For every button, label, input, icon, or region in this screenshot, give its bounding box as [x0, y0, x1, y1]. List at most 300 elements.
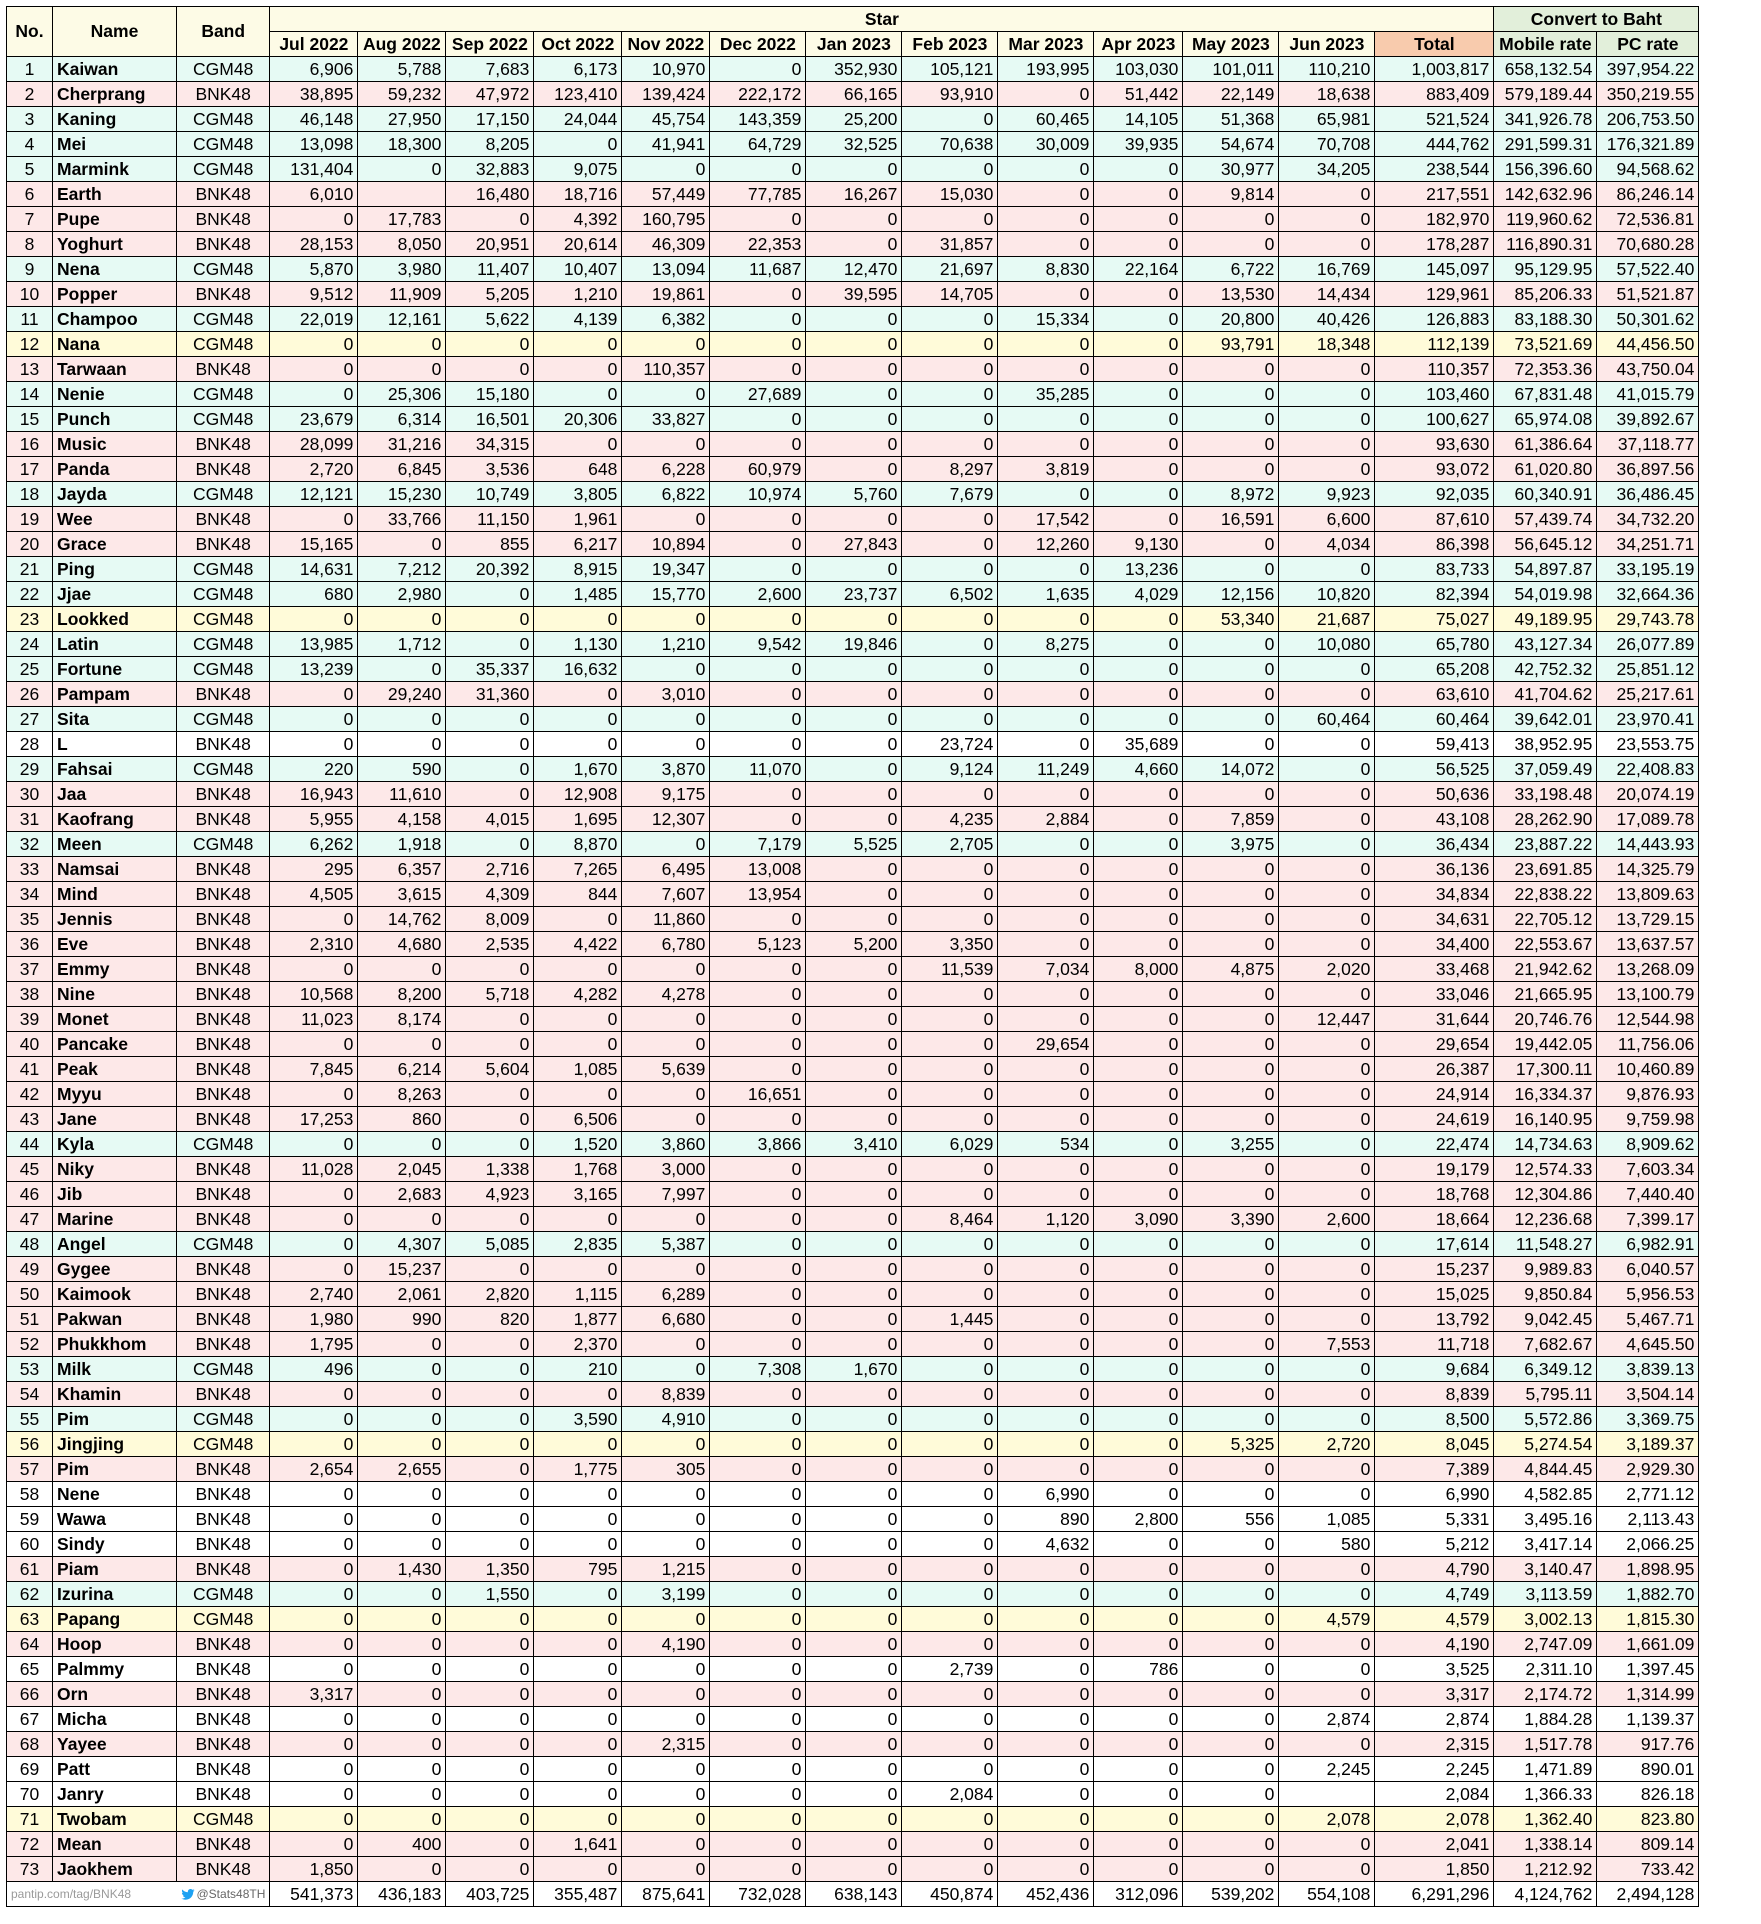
monthly-stars: 786 — [1094, 1657, 1183, 1682]
monthly-stars: 3,975 — [1183, 832, 1279, 857]
monthly-stars: 0 — [998, 1432, 1094, 1457]
band-name: CGM48 — [177, 157, 270, 182]
total-stars: 17,614 — [1375, 1232, 1494, 1257]
monthly-stars: 0 — [710, 657, 806, 682]
monthly-stars: 0 — [270, 1407, 358, 1432]
monthly-stars: 1,695 — [534, 807, 622, 832]
monthly-stars: 4,875 — [1183, 957, 1279, 982]
monthly-stars: 0 — [1279, 1357, 1375, 1382]
monthly-stars: 0 — [1279, 757, 1375, 782]
mobile-rate-baht: 3,417.14 — [1494, 1532, 1597, 1557]
pc-rate-baht: 43,750.04 — [1597, 357, 1699, 382]
pc-rate-baht: 13,809.63 — [1597, 882, 1699, 907]
monthly-stars: 0 — [1183, 657, 1279, 682]
monthly-stars: 0 — [806, 157, 902, 182]
table-row — [7, 832, 1699, 857]
monthly-stars: 2,720 — [1279, 1432, 1375, 1457]
monthly-stars: 17,150 — [446, 107, 534, 132]
monthly-stars: 0 — [902, 1057, 998, 1082]
monthly-stars: 0 — [1183, 207, 1279, 232]
monthly-stars: 0 — [1279, 557, 1375, 582]
monthly-stars: 2,739 — [902, 1657, 998, 1682]
monthly-stars: 0 — [710, 407, 806, 432]
monthly-stars: 2,310 — [270, 932, 358, 957]
monthly-stars: 3,000 — [622, 1157, 710, 1182]
monthly-stars: 0 — [998, 407, 1094, 432]
table-row — [7, 1607, 1699, 1632]
rank-number: 58 — [7, 1482, 53, 1507]
mobile-rate-baht: 65,974.08 — [1494, 407, 1597, 432]
monthly-stars: 4,235 — [902, 807, 998, 832]
rank-number: 44 — [7, 1132, 53, 1157]
monthly-stars: 860 — [358, 1107, 446, 1132]
member-name: Angel — [53, 1232, 177, 1257]
monthly-stars: 32,525 — [806, 132, 902, 157]
monthly-stars: 0 — [446, 1257, 534, 1282]
pc-rate-baht: 1,314.99 — [1597, 1682, 1699, 1707]
monthly-stars: 0 — [1094, 1782, 1183, 1807]
monthly-stars: 0 — [446, 632, 534, 657]
member-name: Palmmy — [53, 1657, 177, 1682]
monthly-stars: 22,353 — [710, 232, 806, 257]
rank-number: 65 — [7, 1657, 53, 1682]
rank-number: 68 — [7, 1732, 53, 1757]
band-name: BNK48 — [177, 1782, 270, 1807]
monthly-stars: 0 — [1279, 932, 1375, 957]
monthly-stars: 0 — [534, 1082, 622, 1107]
member-name: Cherprang — [53, 82, 177, 107]
monthly-stars: 0 — [446, 1132, 534, 1157]
monthly-stars: 0 — [270, 1232, 358, 1257]
table-row — [7, 1857, 1699, 1882]
monthly-stars: 0 — [710, 782, 806, 807]
pc-rate-baht: 9,876.93 — [1597, 1082, 1699, 1107]
table-row — [7, 157, 1699, 182]
monthly-stars: 5,639 — [622, 1057, 710, 1082]
monthly-stars: 0 — [806, 407, 902, 432]
monthly-stars: 0 — [806, 357, 902, 382]
monthly-stars: 6,845 — [358, 457, 446, 482]
monthly-stars: 0 — [806, 757, 902, 782]
table-row — [7, 482, 1699, 507]
total-stars: 110,357 — [1375, 357, 1494, 382]
monthly-stars: 0 — [902, 1632, 998, 1657]
monthly-stars: 0 — [902, 1257, 998, 1282]
monthly-stars: 0 — [534, 1732, 622, 1757]
pc-rate-baht: 826.18 — [1597, 1782, 1699, 1807]
monthly-stars: 0 — [446, 357, 534, 382]
monthly-stars: 0 — [270, 507, 358, 532]
total-stars: 31,644 — [1375, 1007, 1494, 1032]
monthly-stars: 0 — [1094, 1032, 1183, 1057]
monthly-stars: 0 — [622, 1207, 710, 1232]
monthly-stars: 0 — [534, 382, 622, 407]
table-row — [7, 1707, 1699, 1732]
band-name: BNK48 — [177, 1657, 270, 1682]
monthly-stars: 101,011 — [1183, 57, 1279, 82]
monthly-stars: 0 — [998, 1307, 1094, 1332]
monthly-stars: 0 — [806, 1207, 902, 1232]
band-name: CGM48 — [177, 482, 270, 507]
monthly-stars: 0 — [902, 1157, 998, 1182]
monthly-stars: 0 — [358, 1657, 446, 1682]
monthly-stars: 0 — [998, 1607, 1094, 1632]
monthly-stars: 0 — [358, 1207, 446, 1232]
twitter-credit[interactable] — [177, 1882, 270, 1907]
monthly-stars: 7,179 — [710, 832, 806, 857]
monthly-stars: 18,348 — [1279, 332, 1375, 357]
pc-rate-baht: 50,301.62 — [1597, 307, 1699, 332]
monthly-stars: 11,860 — [622, 907, 710, 932]
monthly-stars: 0 — [806, 507, 902, 532]
mobile-rate-baht: 38,952.95 — [1494, 732, 1597, 757]
monthly-stars: 9,130 — [1094, 532, 1183, 557]
mobile-rate-baht: 119,960.62 — [1494, 207, 1597, 232]
pc-rate-baht: 3,369.75 — [1597, 1407, 1699, 1432]
monthly-stars: 0 — [998, 1407, 1094, 1432]
monthly-stars: 9,075 — [534, 157, 622, 182]
header-month: Jan 2023 — [806, 32, 902, 57]
member-name: Music — [53, 432, 177, 457]
monthly-stars: 0 — [710, 1457, 806, 1482]
monthly-stars: 0 — [622, 1082, 710, 1107]
mobile-rate-baht: 41,704.62 — [1494, 682, 1597, 707]
table-row — [7, 557, 1699, 582]
monthly-stars: 10,974 — [710, 482, 806, 507]
monthly-stars: 0 — [446, 332, 534, 357]
monthly-stars: 0 — [1094, 232, 1183, 257]
monthly-stars: 5,622 — [446, 307, 534, 332]
monthly-stars: 0 — [1279, 457, 1375, 482]
monthly-stars: 0 — [806, 782, 902, 807]
monthly-stars: 21,687 — [1279, 607, 1375, 632]
band-name: BNK48 — [177, 1482, 270, 1507]
pc-rate-baht: 9,759.98 — [1597, 1107, 1699, 1132]
monthly-stars: 1,115 — [534, 1282, 622, 1307]
monthly-stars: 93,910 — [902, 82, 998, 107]
pc-rate-baht: 6,982.91 — [1597, 1232, 1699, 1257]
monthly-stars: 680 — [270, 582, 358, 607]
rank-number: 33 — [7, 857, 53, 882]
mobile-rate-baht: 19,442.05 — [1494, 1032, 1597, 1057]
monthly-stars: 17,783 — [358, 207, 446, 232]
monthly-stars: 0 — [358, 1607, 446, 1632]
table-row — [7, 307, 1699, 332]
header-month: Nov 2022 — [622, 32, 710, 57]
monthly-stars: 0 — [358, 157, 446, 182]
monthly-stars: 9,814 — [1183, 182, 1279, 207]
rank-number: 72 — [7, 1832, 53, 1857]
source-link[interactable]: pantip.com/tag/BNK48 — [7, 1882, 177, 1907]
monthly-stars: 4,309 — [446, 882, 534, 907]
monthly-stars: 0 — [534, 1757, 622, 1782]
monthly-stars: 6,314 — [358, 407, 446, 432]
month-total: 541,373 — [270, 1882, 358, 1907]
mobile-rate-baht: 12,574.33 — [1494, 1157, 1597, 1182]
monthly-stars: 795 — [534, 1557, 622, 1582]
monthly-stars: 0 — [446, 757, 534, 782]
monthly-stars: 0 — [1279, 1657, 1375, 1682]
monthly-stars: 0 — [446, 1732, 534, 1757]
monthly-stars: 0 — [806, 1632, 902, 1657]
monthly-stars: 0 — [902, 1532, 998, 1557]
rank-number: 56 — [7, 1432, 53, 1457]
monthly-stars: 0 — [358, 607, 446, 632]
total-stars: 18,664 — [1375, 1207, 1494, 1232]
pc-rate-baht: 890.01 — [1597, 1757, 1699, 1782]
monthly-stars: 6,600 — [1279, 507, 1375, 532]
monthly-stars: 0 — [1279, 207, 1375, 232]
monthly-stars: 0 — [710, 357, 806, 382]
monthly-stars: 0 — [446, 732, 534, 757]
monthly-stars: 0 — [902, 1107, 998, 1132]
rank-number: 30 — [7, 782, 53, 807]
monthly-stars: 1,350 — [446, 1557, 534, 1582]
total-stars: 103,460 — [1375, 382, 1494, 407]
month-total: 355,487 — [534, 1882, 622, 1907]
band-name: BNK48 — [177, 1207, 270, 1232]
monthly-stars: 0 — [1094, 607, 1183, 632]
monthly-stars: 0 — [710, 707, 806, 732]
mobile-rate-baht: 22,838.22 — [1494, 882, 1597, 907]
mobile-rate-baht: 291,599.31 — [1494, 132, 1597, 157]
monthly-stars: 4,029 — [1094, 582, 1183, 607]
monthly-stars: 0 — [1094, 832, 1183, 857]
monthly-stars: 0 — [1094, 357, 1183, 382]
monthly-stars: 0 — [534, 707, 622, 732]
monthly-stars: 27,950 — [358, 107, 446, 132]
monthly-stars: 0 — [998, 1757, 1094, 1782]
monthly-stars: 0 — [1094, 1407, 1183, 1432]
monthly-stars: 0 — [1279, 1832, 1375, 1857]
monthly-stars: 4,632 — [998, 1532, 1094, 1557]
total-stars: 56,525 — [1375, 757, 1494, 782]
table-row — [7, 107, 1699, 132]
monthly-stars: 11,687 — [710, 257, 806, 282]
monthly-stars: 31,857 — [902, 232, 998, 257]
monthly-stars: 0 — [446, 1807, 534, 1832]
monthly-stars: 4,422 — [534, 932, 622, 957]
header-pc-rate: PC rate — [1597, 32, 1699, 57]
total-stars: 33,046 — [1375, 982, 1494, 1007]
monthly-stars: 0 — [806, 857, 902, 882]
monthly-stars: 0 — [710, 1232, 806, 1257]
monthly-stars: 0 — [1183, 982, 1279, 1007]
band-name: CGM48 — [177, 107, 270, 132]
mobile-rate-baht: 17,300.11 — [1494, 1057, 1597, 1082]
monthly-stars: 0 — [622, 1682, 710, 1707]
member-name: Grace — [53, 532, 177, 557]
member-name: Jaa — [53, 782, 177, 807]
monthly-stars: 0 — [622, 1107, 710, 1132]
monthly-stars: 0 — [710, 507, 806, 532]
rank-number: 62 — [7, 1582, 53, 1607]
monthly-stars: 0 — [998, 332, 1094, 357]
monthly-stars: 0 — [1183, 1107, 1279, 1132]
monthly-stars: 0 — [710, 307, 806, 332]
band-name: BNK48 — [177, 1257, 270, 1282]
monthly-stars: 39,595 — [806, 282, 902, 307]
monthly-stars: 0 — [534, 1657, 622, 1682]
monthly-stars: 0 — [1279, 1557, 1375, 1582]
pc-rate-baht: 3,839.13 — [1597, 1357, 1699, 1382]
monthly-stars: 0 — [358, 1332, 446, 1357]
monthly-stars: 0 — [902, 1832, 998, 1857]
pc-rate-baht: 809.14 — [1597, 1832, 1699, 1857]
monthly-stars: 0 — [710, 282, 806, 307]
monthly-stars: 0 — [270, 1207, 358, 1232]
monthly-stars: 0 — [806, 1807, 902, 1832]
monthly-stars: 0 — [446, 1032, 534, 1057]
monthly-stars: 12,447 — [1279, 1007, 1375, 1032]
total-stars: 82,394 — [1375, 582, 1494, 607]
rank-number: 25 — [7, 657, 53, 682]
monthly-stars: 0 — [1094, 1482, 1183, 1507]
total-stars: 3,317 — [1375, 1682, 1494, 1707]
monthly-stars: 0 — [1094, 1532, 1183, 1557]
monthly-stars: 0 — [270, 357, 358, 382]
monthly-stars: 0 — [622, 332, 710, 357]
monthly-stars: 0 — [1094, 857, 1183, 882]
monthly-stars: 28,099 — [270, 432, 358, 457]
monthly-stars: 0 — [1094, 1582, 1183, 1607]
band-name: BNK48 — [177, 432, 270, 457]
monthly-stars: 12,908 — [534, 782, 622, 807]
band-name: BNK48 — [177, 807, 270, 832]
monthly-stars: 0 — [622, 957, 710, 982]
monthly-stars: 0 — [1094, 782, 1183, 807]
mobile-rate-baht: 156,396.60 — [1494, 157, 1597, 182]
table-row — [7, 182, 1699, 207]
monthly-stars: 0 — [622, 382, 710, 407]
monthly-stars: 0 — [998, 1782, 1094, 1807]
monthly-stars: 5,718 — [446, 982, 534, 1007]
member-name: Pancake — [53, 1032, 177, 1057]
table-row — [7, 357, 1699, 382]
member-name: Fahsai — [53, 757, 177, 782]
rank-number: 60 — [7, 1532, 53, 1557]
monthly-stars: 0 — [1183, 1157, 1279, 1182]
monthly-stars: 0 — [446, 1432, 534, 1457]
monthly-stars: 0 — [446, 1207, 534, 1232]
monthly-stars: 3,819 — [998, 457, 1094, 482]
monthly-stars: 12,161 — [358, 307, 446, 332]
table-row — [7, 1157, 1699, 1182]
member-name: Sita — [53, 707, 177, 732]
mobile-rate-baht: 1,366.33 — [1494, 1782, 1597, 1807]
header-month: Feb 2023 — [902, 32, 998, 57]
monthly-stars: 0 — [902, 1457, 998, 1482]
band-name: BNK48 — [177, 1282, 270, 1307]
monthly-stars: 0 — [358, 1682, 446, 1707]
monthly-stars: 0 — [902, 707, 998, 732]
monthly-stars: 0 — [270, 1482, 358, 1507]
monthly-stars: 0 — [710, 1557, 806, 1582]
total-stars: 60,464 — [1375, 707, 1494, 732]
monthly-stars: 0 — [1094, 1332, 1183, 1357]
monthly-stars: 29,240 — [358, 682, 446, 707]
monthly-stars: 0 — [902, 1732, 998, 1757]
monthly-stars: 0 — [446, 1832, 534, 1857]
member-name: Kyla — [53, 1132, 177, 1157]
monthly-stars: 1,120 — [998, 1207, 1094, 1232]
band-name: CGM48 — [177, 557, 270, 582]
member-name: Punch — [53, 407, 177, 432]
monthly-stars: 0 — [534, 682, 622, 707]
rank-number: 9 — [7, 257, 53, 282]
monthly-stars: 0 — [710, 682, 806, 707]
total-stars: 59,413 — [1375, 732, 1494, 757]
monthly-stars: 8,830 — [998, 257, 1094, 282]
monthly-stars: 0 — [358, 532, 446, 557]
monthly-stars: 0 — [902, 332, 998, 357]
monthly-stars: 0 — [998, 782, 1094, 807]
monthly-stars: 0 — [806, 1257, 902, 1282]
monthly-stars: 1,215 — [622, 1557, 710, 1582]
monthly-stars: 0 — [806, 1682, 902, 1707]
monthly-stars: 0 — [1094, 432, 1183, 457]
monthly-stars: 1,520 — [534, 1132, 622, 1157]
monthly-stars: 0 — [446, 607, 534, 632]
monthly-stars: 16,769 — [1279, 257, 1375, 282]
monthly-stars: 0 — [998, 1707, 1094, 1732]
monthly-stars: 0 — [1094, 1432, 1183, 1457]
pc-rate-baht: 4,645.50 — [1597, 1332, 1699, 1357]
member-name: Kaning — [53, 107, 177, 132]
monthly-stars: 0 — [902, 107, 998, 132]
member-name: Wawa — [53, 1507, 177, 1532]
monthly-stars: 6,010 — [270, 182, 358, 207]
mobile-rate-baht: 1,212.92 — [1494, 1857, 1597, 1882]
header-month: Aug 2022 — [358, 32, 446, 57]
monthly-stars: 0 — [1183, 1582, 1279, 1607]
monthly-stars: 60,464 — [1279, 707, 1375, 732]
rank-number: 4 — [7, 132, 53, 157]
monthly-stars: 0 — [998, 182, 1094, 207]
monthly-stars: 3,390 — [1183, 1207, 1279, 1232]
rank-number: 24 — [7, 632, 53, 657]
mobile-rate-baht: 16,334.37 — [1494, 1082, 1597, 1107]
member-name: Twobam — [53, 1807, 177, 1832]
monthly-stars: 51,442 — [1094, 82, 1183, 107]
table-row — [7, 1007, 1699, 1032]
monthly-stars: 32,883 — [446, 157, 534, 182]
monthly-stars: 0 — [902, 1507, 998, 1532]
mobile-rate-baht: 16,140.95 — [1494, 1107, 1597, 1132]
rank-number: 57 — [7, 1457, 53, 1482]
monthly-stars: 1,445 — [902, 1307, 998, 1332]
monthly-stars: 0 — [1094, 282, 1183, 307]
monthly-stars: 46,148 — [270, 107, 358, 132]
mobile-rate-baht: 658,132.54 — [1494, 57, 1597, 82]
table-row — [7, 1732, 1699, 1757]
pc-rate-baht: 3,189.37 — [1597, 1432, 1699, 1457]
monthly-stars: 0 — [534, 1582, 622, 1607]
monthly-stars: 1,430 — [358, 1557, 446, 1582]
monthly-stars: 0 — [902, 207, 998, 232]
monthly-stars: 5,387 — [622, 1232, 710, 1257]
monthly-stars: 0 — [902, 1357, 998, 1382]
table-row — [7, 1632, 1699, 1657]
monthly-stars: 0 — [710, 1782, 806, 1807]
monthly-stars: 2,683 — [358, 1182, 446, 1207]
header-band: Band — [177, 7, 270, 57]
monthly-stars: 6,382 — [622, 307, 710, 332]
monthly-stars: 5,205 — [446, 282, 534, 307]
monthly-stars: 0 — [622, 1257, 710, 1282]
monthly-stars: 0 — [1094, 407, 1183, 432]
monthly-stars: 2,655 — [358, 1457, 446, 1482]
